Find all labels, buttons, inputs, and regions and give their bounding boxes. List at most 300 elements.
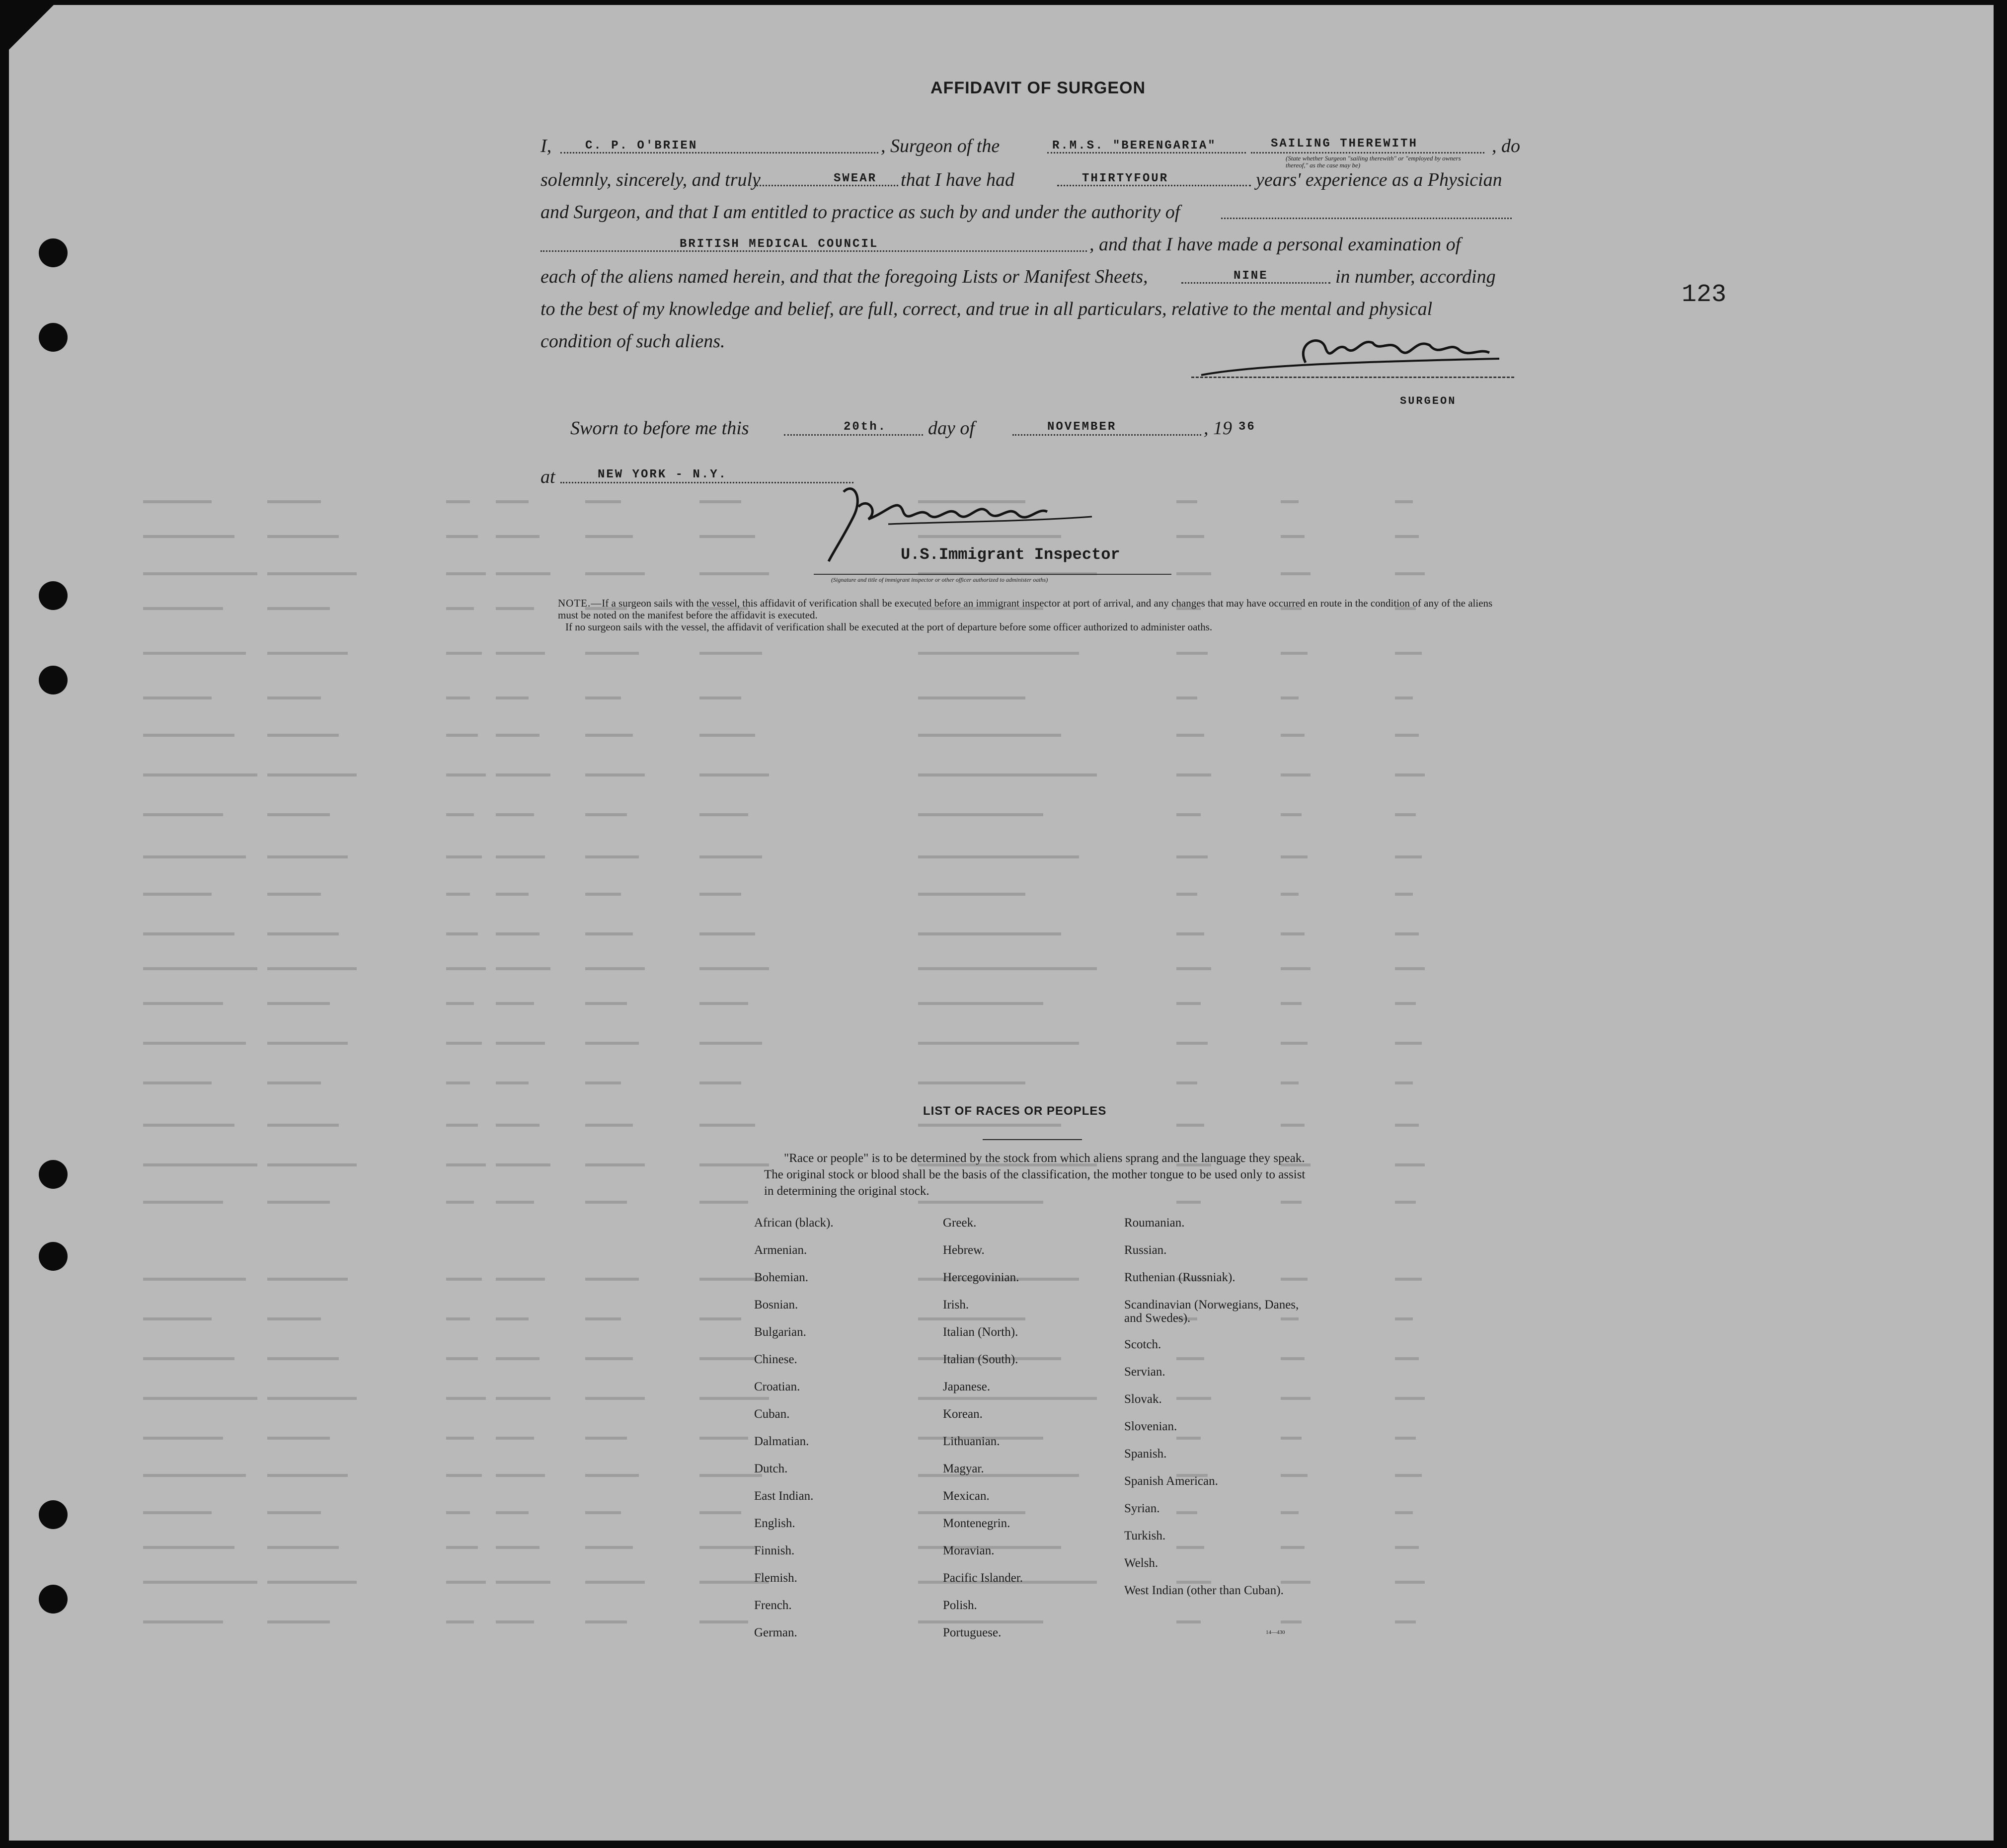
ghost-mark <box>496 696 529 699</box>
ghost-mark <box>1395 734 1419 737</box>
ghost-mark <box>585 932 633 935</box>
race-item: African (black). <box>754 1216 834 1230</box>
ghost-mark <box>918 855 1079 858</box>
ghost-mark <box>699 535 755 538</box>
ghost-mark <box>918 773 1097 776</box>
ghost-mark <box>267 1002 330 1005</box>
ghost-mark <box>585 734 633 737</box>
ghost-mark <box>446 1201 474 1204</box>
race-item: Roumanian. <box>1124 1216 1185 1230</box>
ghost-mark <box>1281 1124 1305 1127</box>
race-item: Armenian. <box>754 1243 807 1257</box>
ghost-mark <box>267 652 348 655</box>
ghost-mark <box>585 813 627 816</box>
race-item: Pacific Islander. <box>943 1571 1023 1585</box>
text-condition: condition of such aliens. <box>540 331 725 352</box>
ghost-mark <box>446 1620 474 1623</box>
sailing-hint: (State whether Surgeon "sailing therewith" or "employed by owners thereof," as the case may be) <box>1286 154 1461 169</box>
ghost-mark <box>446 1317 470 1320</box>
text-surgeon-of-the: , Surgeon of the <box>881 136 1000 156</box>
ghost-mark <box>267 696 321 699</box>
ghost-mark <box>1176 893 1197 896</box>
ghost-mark <box>496 813 534 816</box>
ghost-mark <box>1281 572 1311 575</box>
ghost-mark <box>446 1581 486 1584</box>
ghost-mark <box>699 1437 748 1440</box>
ghost-mark <box>1395 1620 1416 1623</box>
ghost-mark <box>267 1581 357 1584</box>
ghost-mark <box>699 855 762 858</box>
ghost-mark <box>585 893 621 896</box>
race-item: Syrian. <box>1124 1502 1160 1515</box>
ghost-mark <box>446 1278 482 1281</box>
ghost-mark <box>143 1620 223 1623</box>
ghost-mark <box>267 855 348 858</box>
ghost-mark <box>267 1124 339 1127</box>
ghost-mark <box>496 1317 529 1320</box>
text-and-surgeon: and Surgeon, and that I am entitled to practice as such by and under the authority of <box>540 202 1180 223</box>
ghost-mark <box>699 500 741 503</box>
ghost-mark <box>699 1620 748 1623</box>
ghost-mark <box>496 967 550 970</box>
race-item: Croatian. <box>754 1380 800 1393</box>
ghost-mark <box>585 696 621 699</box>
ghost-mark <box>446 1546 478 1549</box>
ghost-mark <box>143 1474 246 1477</box>
race-item: Bohemian. <box>754 1271 809 1284</box>
text-sworn: Sworn to before me this <box>570 418 749 439</box>
ghost-mark <box>143 967 257 970</box>
ghost-mark <box>143 1278 246 1281</box>
ghost-mark <box>585 773 645 776</box>
ghost-mark <box>699 1397 769 1400</box>
ghost-mark <box>1176 696 1197 699</box>
inspector-title: U.S.Immigrant Inspector <box>901 545 1120 564</box>
ghost-mark <box>1395 500 1413 503</box>
ghost-mark <box>143 1357 234 1360</box>
note-text-2: If no surgeon sails with the vessel, the affidavit of verification shall be executed at the port of departure before some officer authorized to administer oaths. <box>565 621 1213 633</box>
ghost-mark <box>1176 500 1197 503</box>
race-item: Flemish. <box>754 1571 797 1585</box>
ghost-mark <box>446 1474 482 1477</box>
sworn-day-line <box>784 434 923 436</box>
ghost-mark <box>267 1278 348 1281</box>
surgeon-signature <box>1181 328 1519 387</box>
race-item: Montenegrin. <box>943 1517 1010 1530</box>
ghost-mark <box>1176 1546 1204 1549</box>
ghost-mark <box>1281 1511 1299 1514</box>
ghost-mark <box>143 1201 223 1204</box>
ghost-mark <box>585 1042 639 1045</box>
ghost-mark <box>143 773 257 776</box>
ghost-mark <box>918 1042 1079 1045</box>
ghost-mark <box>1395 1357 1419 1360</box>
ghost-mark <box>143 1397 257 1400</box>
ghost-mark <box>1281 773 1311 776</box>
race-item: Korean. <box>943 1407 983 1421</box>
ghost-mark <box>585 1002 627 1005</box>
race-item: Hebrew. <box>943 1243 985 1257</box>
ghost-mark <box>446 1042 482 1045</box>
ghost-mark <box>1281 1620 1302 1623</box>
ghost-mark <box>496 1437 534 1440</box>
ghost-mark <box>1395 1081 1413 1084</box>
manifest-page <box>9 5 1994 1841</box>
form-number: 14—430 <box>1266 1629 1285 1635</box>
ghost-mark <box>446 1437 474 1440</box>
ghost-mark <box>1281 1002 1302 1005</box>
ghost-mark <box>585 1546 633 1549</box>
ghost-mark <box>1176 1397 1211 1400</box>
race-item: East Indian. <box>754 1489 814 1503</box>
ghost-mark <box>143 607 223 610</box>
ghost-mark <box>918 1474 1079 1477</box>
ghost-mark <box>1176 734 1204 737</box>
affidavit-title: AFFIDAVIT OF SURGEON <box>930 78 1146 97</box>
ghost-mark <box>918 1201 1043 1204</box>
ghost-mark <box>585 500 621 503</box>
ghost-mark <box>585 1620 627 1623</box>
ghost-mark <box>496 1511 529 1514</box>
ghost-mark <box>699 813 748 816</box>
ghost-mark <box>699 1317 741 1320</box>
ghost-mark <box>496 1201 534 1204</box>
race-item: Greek. <box>943 1216 977 1230</box>
race-item: Bosnian. <box>754 1298 798 1311</box>
races-intro: "Race or people" is to be determined by the stock from which aliens sprang and the language they speak. The original stock or blood shall be the basis of the classification, the mother tongue to be used only to assist in determining the original stock. <box>764 1152 1306 1198</box>
text-at: at <box>540 466 555 487</box>
ghost-mark <box>1176 1357 1204 1360</box>
race-item: German. <box>754 1626 797 1639</box>
ghost-mark <box>446 967 486 970</box>
inspector-hint: (Signature and title of immigrant inspector or other officer authorized to administer oaths) <box>831 576 1048 583</box>
ghost-mark <box>143 696 212 699</box>
races-title-rule <box>983 1139 1082 1140</box>
ghost-mark <box>699 932 755 935</box>
ghost-mark <box>267 500 321 503</box>
ghost-mark <box>585 1581 645 1584</box>
ghost-mark <box>267 1397 357 1400</box>
ghost-mark <box>585 1474 639 1477</box>
signature-line <box>1191 377 1514 378</box>
race-item: Lithuanian. <box>943 1435 1000 1448</box>
ghost-mark <box>1395 773 1425 776</box>
ghost-mark <box>585 1397 645 1400</box>
ghost-mark <box>496 773 550 776</box>
ghost-mark <box>1176 1437 1201 1440</box>
binder-hole <box>39 1500 68 1529</box>
binder-hole <box>39 666 68 694</box>
ghost-mark <box>143 500 212 503</box>
ghost-mark <box>143 1124 234 1127</box>
race-item: Mexican. <box>943 1489 990 1503</box>
ghost-mark <box>585 1317 621 1320</box>
torn-corner <box>9 5 54 50</box>
ghost-mark <box>1281 932 1305 935</box>
ghost-mark <box>143 1002 223 1005</box>
ghost-mark <box>699 1357 755 1360</box>
ghost-mark <box>585 1163 645 1166</box>
ghost-mark <box>1395 1124 1419 1127</box>
ghost-mark <box>1395 1437 1416 1440</box>
ghost-mark <box>1395 1317 1413 1320</box>
races-title: LIST OF RACES OR PEOPLES <box>923 1104 1107 1118</box>
licensing-authority: BRITISH MEDICAL COUNCIL <box>680 237 879 251</box>
note-text-1: If a surgeon sails with the vessel, this affidavit of verification shall be executed before an immigrant inspector at port of arrival, and any changes that may have occurred en route in the condition of any of the aliens must be noted on the manifest before the affidavit is executed. <box>558 597 1493 621</box>
ghost-mark <box>267 773 357 776</box>
ghost-mark <box>585 1278 639 1281</box>
ghost-mark <box>1395 1002 1416 1005</box>
ghost-mark <box>496 572 550 575</box>
ghost-mark <box>143 1163 257 1166</box>
ghost-mark <box>1395 1397 1425 1400</box>
ghost-mark <box>1395 1278 1422 1281</box>
ghost-mark <box>446 652 482 655</box>
ghost-mark <box>1176 773 1211 776</box>
ghost-mark <box>699 773 769 776</box>
ghost-mark <box>585 1437 627 1440</box>
ghost-mark <box>1281 500 1299 503</box>
ghost-mark <box>1281 893 1299 896</box>
ghost-mark <box>496 1546 540 1549</box>
ghost-mark <box>1281 1474 1308 1477</box>
ghost-mark <box>1176 813 1201 816</box>
ghost-mark <box>1176 1081 1197 1084</box>
ghost-mark <box>699 734 755 737</box>
ghost-mark <box>699 1546 755 1549</box>
ghost-mark <box>143 1081 212 1084</box>
ghost-mark <box>1176 967 1211 970</box>
ghost-mark <box>585 967 645 970</box>
race-item: Dutch. <box>754 1462 788 1475</box>
race-item: Scandinavian (Norwegians, Danes, and Swedes). <box>1124 1298 1299 1325</box>
ghost-mark <box>143 1317 212 1320</box>
ghost-mark <box>1281 855 1308 858</box>
ghost-mark <box>918 967 1097 970</box>
ghost-mark <box>1176 652 1208 655</box>
ghost-mark <box>699 1124 755 1127</box>
ghost-mark <box>446 932 478 935</box>
ghost-mark <box>1176 855 1208 858</box>
ghost-mark <box>1395 572 1425 575</box>
ghost-mark <box>1176 1042 1208 1045</box>
ghost-mark <box>1395 893 1413 896</box>
ship-name: R.M.S. "BERENGARIA" <box>1052 139 1217 153</box>
ghost-mark <box>267 572 357 575</box>
race-item: Dalmatian. <box>754 1435 809 1448</box>
sailing-line <box>1251 152 1484 154</box>
race-item: Irish. <box>943 1298 969 1311</box>
ghost-mark <box>267 1317 321 1320</box>
race-item: French. <box>754 1599 792 1612</box>
ghost-mark <box>918 652 1079 655</box>
ghost-mark <box>1281 1081 1299 1084</box>
ghost-mark <box>699 1081 741 1084</box>
ghost-mark <box>1281 1437 1302 1440</box>
ghost-mark <box>1395 1163 1425 1166</box>
ghost-mark <box>446 1163 486 1166</box>
ghost-mark <box>1281 535 1305 538</box>
ghost-mark <box>267 535 339 538</box>
race-item: Turkish. <box>1124 1529 1166 1542</box>
ghost-mark <box>267 1620 330 1623</box>
ghost-mark <box>496 1042 545 1045</box>
race-item: Slovak. <box>1124 1392 1162 1406</box>
race-item: Japanese. <box>943 1380 991 1393</box>
race-item: Spanish. <box>1124 1447 1167 1461</box>
race-item: Bulgarian. <box>754 1325 806 1339</box>
ghost-mark <box>585 572 645 575</box>
ghost-mark <box>143 813 223 816</box>
ghost-mark <box>496 1278 545 1281</box>
ghost-mark <box>1176 932 1204 935</box>
ghost-mark <box>918 1397 1097 1400</box>
ghost-mark <box>496 1581 550 1584</box>
ghost-mark <box>446 696 470 699</box>
ghost-mark <box>496 535 540 538</box>
ghost-mark <box>446 1511 470 1514</box>
ghost-mark <box>496 734 540 737</box>
ghost-mark <box>1176 1511 1197 1514</box>
ghost-mark <box>446 893 470 896</box>
ghost-mark <box>446 1357 478 1360</box>
race-item: Servian. <box>1124 1365 1165 1379</box>
ghost-mark <box>143 855 246 858</box>
ghost-mark <box>918 1511 1025 1514</box>
ghost-mark <box>918 813 1043 816</box>
text-that-i-have-had: that I have had <box>901 169 1015 190</box>
binder-hole <box>39 1585 68 1614</box>
ghost-mark <box>496 932 540 935</box>
ghost-mark <box>267 967 357 970</box>
ghost-mark <box>446 813 474 816</box>
ghost-mark <box>267 813 330 816</box>
ghost-mark <box>585 855 639 858</box>
ghost-mark <box>699 893 741 896</box>
ghost-mark <box>267 734 339 737</box>
swear-word: SWEAR <box>834 172 877 185</box>
ghost-mark <box>1176 535 1204 538</box>
ghost-mark <box>267 1042 348 1045</box>
race-item: Russian. <box>1124 1243 1167 1257</box>
race-item: West Indian (other than Cuban). <box>1124 1584 1284 1597</box>
ghost-mark <box>585 1124 633 1127</box>
ghost-mark <box>143 572 257 575</box>
ghost-mark <box>496 1081 529 1084</box>
binder-hole <box>39 581 68 610</box>
note-paragraph <box>558 597 1512 633</box>
note-label: NOTE.— <box>558 597 602 609</box>
ghost-mark <box>1395 1042 1422 1045</box>
ghost-mark <box>918 1081 1025 1084</box>
ghost-mark <box>918 1317 1025 1320</box>
ghost-mark <box>143 893 212 896</box>
ghost-mark <box>267 1511 321 1514</box>
ghost-mark <box>1395 967 1425 970</box>
ghost-mark <box>1395 535 1419 538</box>
ghost-mark <box>918 932 1061 935</box>
ghost-mark <box>143 652 246 655</box>
race-item: English. <box>754 1517 795 1530</box>
ghost-mark <box>585 652 639 655</box>
ghost-mark <box>1281 1397 1311 1400</box>
ghost-mark <box>1395 1511 1413 1514</box>
sworn-place: NEW YORK - N.Y. <box>598 468 728 481</box>
ghost-mark <box>143 1511 212 1514</box>
ghost-mark <box>1395 1201 1416 1204</box>
ghost-mark <box>496 1357 540 1360</box>
ghost-mark <box>1281 1278 1308 1281</box>
binder-hole <box>39 238 68 267</box>
binder-hole <box>39 1242 68 1271</box>
race-item: Hercegovinian. <box>943 1271 1019 1284</box>
ghost-mark <box>446 500 470 503</box>
binder-hole <box>39 323 68 352</box>
ghost-mark <box>699 696 741 699</box>
text-solemnly: solemnly, sincerely, and truly <box>540 169 761 190</box>
ghost-mark <box>1395 1546 1419 1549</box>
ghost-mark <box>267 1163 357 1166</box>
ghost-mark <box>699 1474 762 1477</box>
ghost-mark <box>143 1042 246 1045</box>
ghost-mark <box>446 572 486 575</box>
ghost-mark <box>267 607 330 610</box>
page-number: 123 <box>1682 281 1727 309</box>
ghost-mark <box>267 932 339 935</box>
ghost-mark <box>1176 1201 1201 1204</box>
race-item: Spanish American. <box>1124 1474 1218 1488</box>
ghost-mark <box>699 1278 762 1281</box>
text-personal-examination: , and that I have made a personal examination of <box>1089 234 1461 255</box>
ghost-mark <box>267 893 321 896</box>
ghost-mark <box>699 572 769 575</box>
ghost-mark <box>1395 696 1413 699</box>
ghost-mark <box>496 1397 550 1400</box>
race-item: Magyar. <box>943 1462 984 1475</box>
authority-line-a <box>1221 218 1512 219</box>
sworn-month-line <box>1012 434 1201 436</box>
race-item: Welsh. <box>1124 1556 1158 1570</box>
ghost-mark <box>1281 734 1305 737</box>
ghost-mark <box>1395 652 1422 655</box>
ghost-mark <box>267 1474 348 1477</box>
text-do: , do <box>1492 136 1520 156</box>
race-item: Moravian. <box>943 1544 995 1557</box>
ghost-mark <box>267 1081 321 1084</box>
ghost-mark <box>446 855 482 858</box>
ghost-mark <box>267 1357 339 1360</box>
ghost-mark <box>496 500 529 503</box>
ghost-mark <box>446 1124 478 1127</box>
ghost-mark <box>699 1511 741 1514</box>
race-item: Cuban. <box>754 1407 790 1421</box>
ghost-mark <box>1395 1474 1422 1477</box>
sailing-status: SAILING THEREWITH <box>1271 137 1418 151</box>
ghost-mark <box>918 1124 1061 1127</box>
ghost-mark <box>699 652 762 655</box>
ghost-mark <box>699 967 769 970</box>
ghost-mark <box>585 1357 633 1360</box>
ghost-mark <box>496 1124 540 1127</box>
ghost-mark <box>918 1620 1043 1623</box>
ghost-mark <box>918 1002 1043 1005</box>
ghost-mark <box>699 1201 748 1204</box>
race-item: Ruthenian (Russniak). <box>1124 1271 1235 1284</box>
ghost-mark <box>1281 813 1302 816</box>
ghost-mark <box>1281 696 1299 699</box>
ghost-mark <box>446 535 478 538</box>
ghost-mark <box>496 893 529 896</box>
